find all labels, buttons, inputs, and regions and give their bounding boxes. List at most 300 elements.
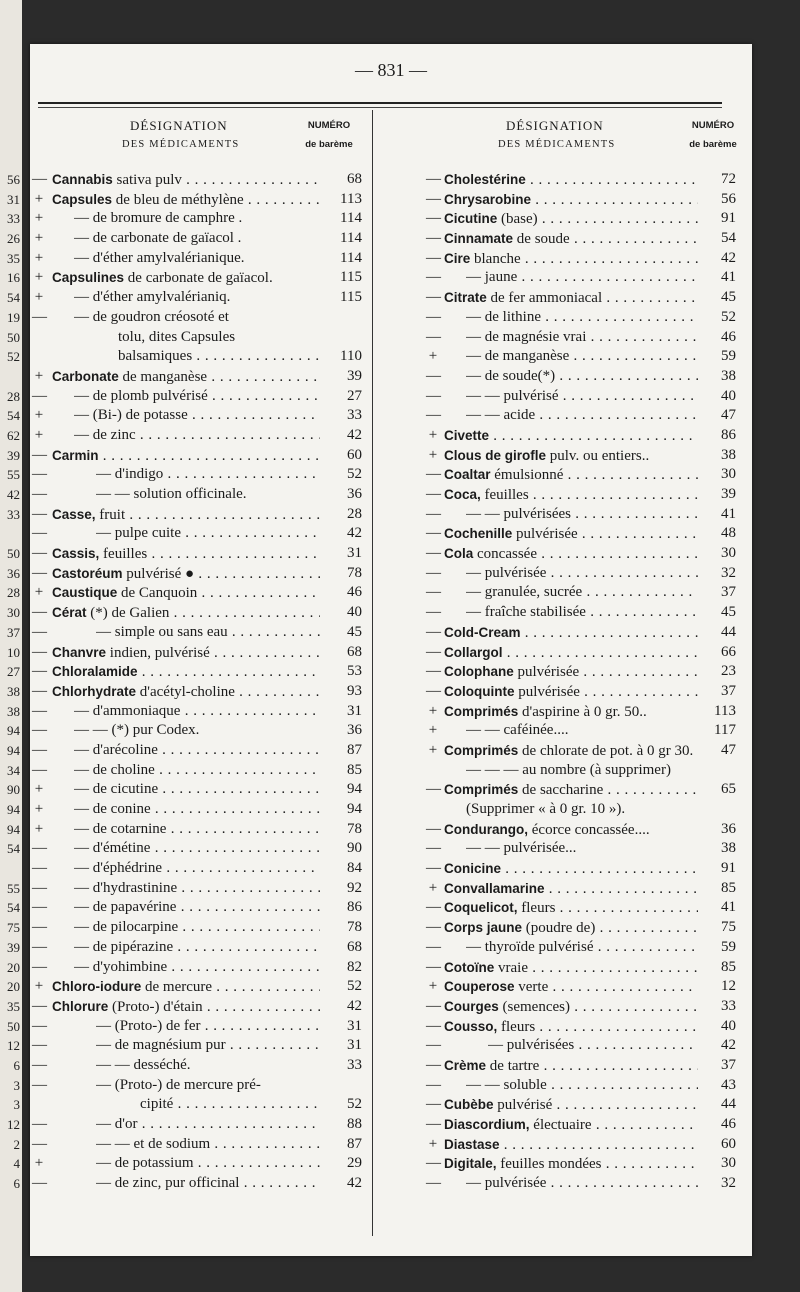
- entry-designation: [444, 997, 698, 1018]
- entry-text: — de bromure de camphre .: [74, 210, 243, 227]
- entry-text: — de pipérazine: [74, 938, 174, 955]
- entry-mark: —: [426, 525, 441, 542]
- previous-page-number: 4: [13, 1156, 20, 1172]
- entry-number: 91: [721, 860, 736, 877]
- previous-page-number: 30: [7, 605, 20, 621]
- entry-name: Diascordium,: [444, 1117, 530, 1132]
- entry-row: [376, 229, 736, 249]
- bareme-heading: de barème: [689, 139, 737, 150]
- entry-mark: —: [426, 486, 441, 502]
- entry-designation: [466, 721, 698, 741]
- entry-designation: [118, 328, 320, 348]
- entry-row: [30, 603, 370, 623]
- entry-row: [376, 623, 736, 643]
- entry-row: [376, 839, 736, 859]
- entry-text: — pulvérisées: [488, 1037, 575, 1054]
- entry-text: — thyroïde pulvérisé: [466, 938, 594, 955]
- entry-number: 82: [347, 958, 362, 975]
- entry-text: pulvérisée: [512, 526, 578, 543]
- entry-row: [30, 1095, 370, 1115]
- entry-number: 23: [721, 663, 736, 680]
- entry-designation: [444, 1135, 698, 1156]
- entry-mark: —: [426, 308, 441, 325]
- entry-row: [376, 249, 736, 269]
- entry-number: 28: [347, 505, 362, 522]
- entry-number: 52: [721, 308, 736, 325]
- entry-number: 37: [721, 682, 736, 699]
- entry-row: [30, 170, 370, 190]
- entry-text: fleurs: [497, 1018, 536, 1035]
- entry-row: [376, 268, 736, 288]
- entry-row: [30, 583, 370, 603]
- previous-page-number: 12: [7, 1117, 20, 1132]
- entry-mark: —: [32, 643, 47, 660]
- entry-mark: —: [426, 663, 441, 680]
- entry-mark: +: [34, 367, 44, 384]
- entry-text: — — pulvérisées: [466, 505, 571, 522]
- entry-mark: —: [426, 1096, 441, 1113]
- entry-row: [376, 465, 736, 485]
- entry-number: 85: [721, 879, 736, 896]
- entry-designation: [96, 1036, 320, 1056]
- entry-designation: [52, 190, 320, 211]
- entry-row: [30, 859, 370, 879]
- entry-row: [376, 997, 736, 1017]
- entry-designation: [444, 958, 698, 979]
- entry-name: Cire: [444, 250, 471, 266]
- entry-number: 94: [347, 801, 362, 817]
- entry-mark: —: [32, 919, 47, 936]
- entry-mark: —: [32, 1135, 47, 1152]
- entry-name: Crème: [444, 1057, 487, 1073]
- entry-number: 78: [347, 919, 362, 936]
- entry-designation: [444, 1095, 698, 1116]
- entry-designation: [444, 426, 698, 447]
- entry-text: — — — au nombre (à supprimer): [466, 761, 671, 778]
- entry-row: [376, 583, 736, 603]
- entry-text: — d'yohimbine: [74, 958, 168, 975]
- entry-row: [376, 190, 736, 210]
- entry-mark: —: [426, 289, 441, 306]
- entry-mark: —: [32, 171, 47, 187]
- entry-text: — d'éther amylvalérianique.: [74, 249, 245, 266]
- entry-designation: [444, 170, 698, 191]
- entry-designation: [466, 505, 698, 525]
- entry-row: [30, 721, 370, 741]
- entry-designation: [96, 1076, 320, 1096]
- entry-number: 92: [347, 879, 362, 896]
- entry-name: Conicine: [444, 861, 502, 877]
- entry-designation: [74, 406, 320, 426]
- entry-designation: [74, 898, 320, 918]
- entry-designation: [52, 268, 320, 289]
- entry-designation: [466, 367, 698, 387]
- entry-row: [30, 938, 370, 958]
- entry-text: — de manganèse: [466, 348, 570, 365]
- entry-row: [376, 741, 736, 761]
- entry-text: — — acide: [466, 407, 536, 424]
- entry-designation: [444, 446, 698, 467]
- previous-page-number: 54: [7, 841, 20, 857]
- entry-designation: [466, 308, 698, 328]
- entry-designation: [96, 1017, 320, 1037]
- entry-mark: —: [426, 643, 441, 660]
- previous-page-number: 90: [7, 782, 20, 798]
- page-number: — 831 —: [355, 60, 427, 80]
- entry-row: [30, 564, 370, 584]
- entry-mark: —: [426, 466, 441, 483]
- entry-mark: —: [426, 1037, 441, 1054]
- entry-name: Capsules: [52, 191, 113, 207]
- previous-page-number: 94: [7, 821, 20, 837]
- entry-text: — de pilocarpine: [74, 919, 179, 936]
- entry-text: — pulvérisée: [466, 564, 547, 581]
- entry-text: — de choline: [74, 761, 155, 778]
- entry-name: Carmin: [52, 447, 99, 463]
- entry-mark: —: [426, 249, 441, 266]
- entry-number: 31: [347, 1037, 362, 1054]
- entry-name: Cola: [444, 546, 474, 562]
- entry-designation: [52, 997, 320, 1018]
- entry-number: 40: [721, 387, 736, 404]
- previous-page-number: 38: [7, 703, 20, 719]
- entry-row: [30, 347, 370, 367]
- entry-designation: [466, 839, 698, 859]
- entry-name: Comprimés: [444, 703, 519, 719]
- entry-designation: [74, 800, 320, 820]
- entry-name: Convallamarine: [444, 880, 545, 896]
- entry-name: Casse,: [52, 506, 96, 522]
- entry-number: 46: [347, 584, 362, 601]
- entry-name: Cholestérine: [444, 172, 526, 187]
- entry-name: Digitale,: [444, 1156, 497, 1172]
- entry-designation: [74, 938, 320, 958]
- entry-number: 60: [721, 1135, 736, 1152]
- entry-number: 91: [721, 210, 736, 227]
- entry-text: — d'éphédrine: [74, 860, 163, 877]
- entry-row: [30, 426, 370, 446]
- entry-mark: —: [32, 702, 47, 719]
- entry-designation: [444, 1017, 698, 1038]
- entry-name: Collargol: [444, 644, 503, 660]
- entry-number: 43: [721, 1076, 736, 1093]
- entry-designation: [52, 564, 320, 585]
- entry-text: — — solution officinale.: [96, 486, 247, 502]
- entry-mark: —: [426, 682, 441, 699]
- entry-mark: +: [34, 407, 44, 424]
- entry-mark: —: [32, 899, 47, 916]
- entry-text: pulvérisé: [493, 1097, 553, 1114]
- entry-number: 33: [347, 407, 362, 424]
- entry-number: 29: [347, 1155, 362, 1172]
- entry-designation: [52, 170, 320, 191]
- previous-page-number: 3: [13, 1097, 20, 1113]
- entry-mark: +: [428, 446, 438, 463]
- left-column-header: [30, 114, 370, 170]
- entry-designation: [444, 190, 698, 211]
- entry-number: 41: [721, 505, 736, 522]
- bareme-heading: de barème: [305, 139, 353, 150]
- entry-mark: —: [426, 623, 441, 640]
- previous-page-number: 56: [7, 172, 20, 187]
- entry-number: 45: [347, 623, 362, 640]
- entry-number: 86: [721, 426, 736, 443]
- entry-text: de mercure: [141, 979, 213, 996]
- entry-mark: —: [426, 860, 441, 877]
- entry-mark: —: [32, 387, 47, 404]
- entry-number: 42: [721, 249, 736, 266]
- entry-mark: —: [426, 584, 441, 601]
- entry-designation: [466, 347, 698, 367]
- entry-number: 66: [721, 643, 736, 660]
- entry-row: [30, 1115, 370, 1135]
- entry-text: — de zinc: [74, 426, 136, 443]
- entry-text: blanche: [470, 250, 521, 267]
- entry-text: vraie: [494, 959, 528, 976]
- entry-name: Cérat: [52, 605, 87, 621]
- entry-text: émulsionné: [490, 467, 564, 484]
- entry-text: — de conine: [74, 801, 151, 817]
- right-column-header: [376, 114, 736, 170]
- entry-name: Citrate: [444, 290, 487, 306]
- top-rule-thin: [38, 107, 722, 108]
- entry-text: de carbonate de gaïacol.: [124, 270, 273, 287]
- entry-number: 32: [721, 1175, 736, 1192]
- entry-mark: —: [426, 407, 441, 424]
- entry-designation: [74, 721, 320, 741]
- previous-page-number: 34: [7, 762, 20, 778]
- entry-number: 30: [721, 466, 736, 483]
- entry-row: [376, 426, 736, 446]
- medicaments-subheading: DES MÉDICAMENTS: [498, 139, 616, 150]
- entry-text: de bleu de méthylène: [112, 191, 244, 208]
- previous-page-number: 10: [7, 644, 20, 660]
- entry-mark: —: [426, 1076, 441, 1093]
- entry-text: tolu, dites Capsules: [118, 328, 236, 345]
- entry-text: — de lithine: [466, 308, 541, 325]
- previous-page-number: 75: [7, 920, 20, 936]
- entry-text: (semences): [498, 998, 570, 1015]
- entry-designation: [466, 800, 698, 820]
- entry-mark: —: [426, 899, 441, 916]
- entry-designation: [52, 505, 320, 526]
- entry-mark: +: [34, 230, 44, 247]
- previous-page-number: 28: [7, 585, 20, 601]
- entry-designation: [74, 958, 320, 978]
- entry-mark: —: [426, 1116, 441, 1132]
- entry-designation: [96, 465, 320, 485]
- entry-designation: [466, 761, 698, 781]
- entry-number: 27: [347, 387, 362, 404]
- entry-number: 30: [721, 1155, 736, 1172]
- entry-row: [376, 347, 736, 367]
- previous-page-number: 6: [13, 1057, 20, 1073]
- entry-number: 42: [347, 426, 362, 443]
- entry-designation: [466, 564, 698, 584]
- entry-row: [376, 328, 736, 348]
- entry-row: [30, 1174, 370, 1194]
- entry-mark: —: [426, 938, 441, 955]
- entry-name: Cousso,: [444, 1018, 498, 1034]
- entry-text: — — (*) pur Codex.: [74, 722, 200, 739]
- previous-page-number: 6: [13, 1176, 20, 1192]
- entry-name: Caustique: [52, 585, 118, 601]
- entry-row: [30, 406, 370, 426]
- entry-text: — pulvérisée: [466, 1175, 547, 1192]
- previous-page-number: 28: [7, 388, 20, 404]
- entry-designation: [74, 741, 320, 761]
- entry-mark: —: [426, 269, 441, 286]
- entry-number: 48: [721, 525, 736, 542]
- entry-number: 86: [347, 899, 362, 916]
- entry-mark: +: [428, 741, 438, 758]
- entry-number: 42: [347, 1175, 362, 1192]
- entry-text: — de cicutine: [74, 781, 159, 798]
- entry-row: [376, 1036, 736, 1056]
- entry-mark: —: [32, 997, 47, 1014]
- entry-row: [376, 702, 736, 722]
- entry-designation: [466, 603, 698, 623]
- entry-designation: [466, 1174, 698, 1194]
- entry-number: 36: [721, 820, 736, 837]
- entry-row: [30, 741, 370, 761]
- entry-text: pulvérisé ●: [122, 565, 195, 582]
- entry-designation: [444, 702, 698, 723]
- entry-row: [376, 820, 736, 840]
- previous-page-number: 52: [7, 349, 20, 365]
- entry-designation: [444, 682, 698, 703]
- previous-page-number: 50: [7, 546, 20, 562]
- entry-number: 90: [347, 840, 362, 857]
- entry-number: 46: [721, 1116, 736, 1132]
- entry-text: indien, pulvérisé: [106, 644, 210, 661]
- entry-row: [376, 918, 736, 938]
- entry-row: [30, 190, 370, 210]
- entry-designation: [74, 839, 320, 859]
- entry-mark: +: [428, 702, 438, 719]
- page: [30, 44, 752, 1256]
- entry-mark: +: [428, 1135, 438, 1152]
- entry-number: 12: [721, 978, 736, 995]
- entry-designation: [96, 623, 320, 643]
- previous-page-number: 33: [7, 506, 20, 522]
- entry-row: [30, 1017, 370, 1037]
- entry-number: 113: [340, 190, 362, 207]
- entry-designation: [444, 229, 698, 250]
- entry-row: [376, 308, 736, 328]
- entry-number: 53: [347, 663, 362, 680]
- right-column: [376, 114, 736, 1194]
- entry-name: Diastase: [444, 1136, 500, 1152]
- entry-designation: [444, 780, 698, 801]
- previous-page-number: [0, 524, 22, 544]
- entry-designation: [52, 682, 320, 703]
- entry-name: Chlorhydrate: [52, 683, 137, 699]
- entry-row: [376, 544, 736, 564]
- previous-page-number: 26: [7, 231, 20, 247]
- entry-name: Chloralamide: [52, 664, 138, 680]
- entry-name: Clous de girofle: [444, 447, 547, 463]
- previous-page-number: 54: [7, 408, 20, 424]
- entry-row: [376, 564, 736, 584]
- entry-mark: —: [32, 604, 47, 621]
- entry-mark: +: [428, 978, 438, 995]
- entry-text: de soude: [513, 231, 570, 248]
- entry-text: — d'éther amylvalérianiq.: [74, 289, 231, 306]
- entry-designation: [444, 741, 698, 762]
- entry-text: — de magnésium pur: [96, 1037, 226, 1054]
- entry-designation: [444, 1056, 698, 1077]
- entry-number: 87: [347, 1135, 362, 1152]
- previous-page-number: 2: [13, 1136, 20, 1152]
- entry-row: [376, 1095, 736, 1115]
- entry-row: [30, 820, 370, 840]
- entry-mark: —: [32, 545, 47, 562]
- entry-designation: [74, 209, 320, 229]
- entry-name: Comprimés: [444, 782, 519, 798]
- entry-number: 85: [721, 958, 736, 975]
- entry-text: d'aspirine à 0 gr. 50..: [518, 703, 647, 720]
- entry-mark: —: [426, 820, 441, 837]
- entry-row: [30, 1076, 370, 1096]
- entry-row: [376, 1154, 736, 1174]
- entry-name: Cold-Cream: [444, 624, 521, 640]
- entry-name: Castoréum: [52, 565, 123, 581]
- entry-mark: +: [428, 348, 438, 365]
- medicaments-subheading: DES MÉDICAMENTS: [122, 139, 240, 150]
- entry-row: [376, 958, 736, 978]
- previous-page-number: 54: [7, 290, 20, 306]
- entry-text: — — caféinée....: [466, 722, 569, 739]
- entry-designation: [96, 1115, 320, 1135]
- entry-name: Capsulines: [52, 270, 125, 286]
- entry-designation: [74, 308, 320, 328]
- entry-row: [376, 977, 736, 997]
- entry-text: — d'or: [96, 1116, 138, 1132]
- entry-mark: —: [32, 466, 47, 483]
- entry-row: [30, 524, 370, 544]
- entry-number: 60: [347, 446, 362, 463]
- entry-name: Corps jaune: [444, 920, 523, 936]
- entry-row: [376, 898, 736, 918]
- entry-designation: [466, 268, 698, 288]
- entry-text: (poudre de): [522, 920, 596, 937]
- entry-number: 40: [347, 604, 362, 621]
- entry-row: [30, 229, 370, 249]
- entry-name: Chlorure: [52, 998, 109, 1014]
- left-column: [30, 114, 370, 1194]
- entry-mark: —: [426, 367, 441, 384]
- entry-mark: —: [32, 1175, 47, 1192]
- entry-designation: [52, 977, 320, 998]
- entry-designation: [74, 879, 320, 899]
- entry-name: Chrysarobine: [444, 191, 532, 207]
- entry-row: [30, 367, 370, 387]
- entry-text: — granulée, sucrée: [466, 584, 583, 601]
- entry-name: Cotoïne: [444, 959, 495, 975]
- entry-text: — d'ammoniaque: [74, 702, 181, 719]
- entry-row: [30, 485, 370, 505]
- left-entries: [30, 170, 370, 1194]
- entry-row: [376, 288, 736, 308]
- entry-designation: [52, 544, 320, 565]
- entry-designation: [96, 1174, 320, 1194]
- entry-number: 38: [721, 446, 736, 463]
- entry-mark: —: [32, 1056, 47, 1073]
- entry-designation: [466, 583, 698, 603]
- entry-designation: [466, 938, 698, 958]
- entry-mark: —: [426, 387, 441, 404]
